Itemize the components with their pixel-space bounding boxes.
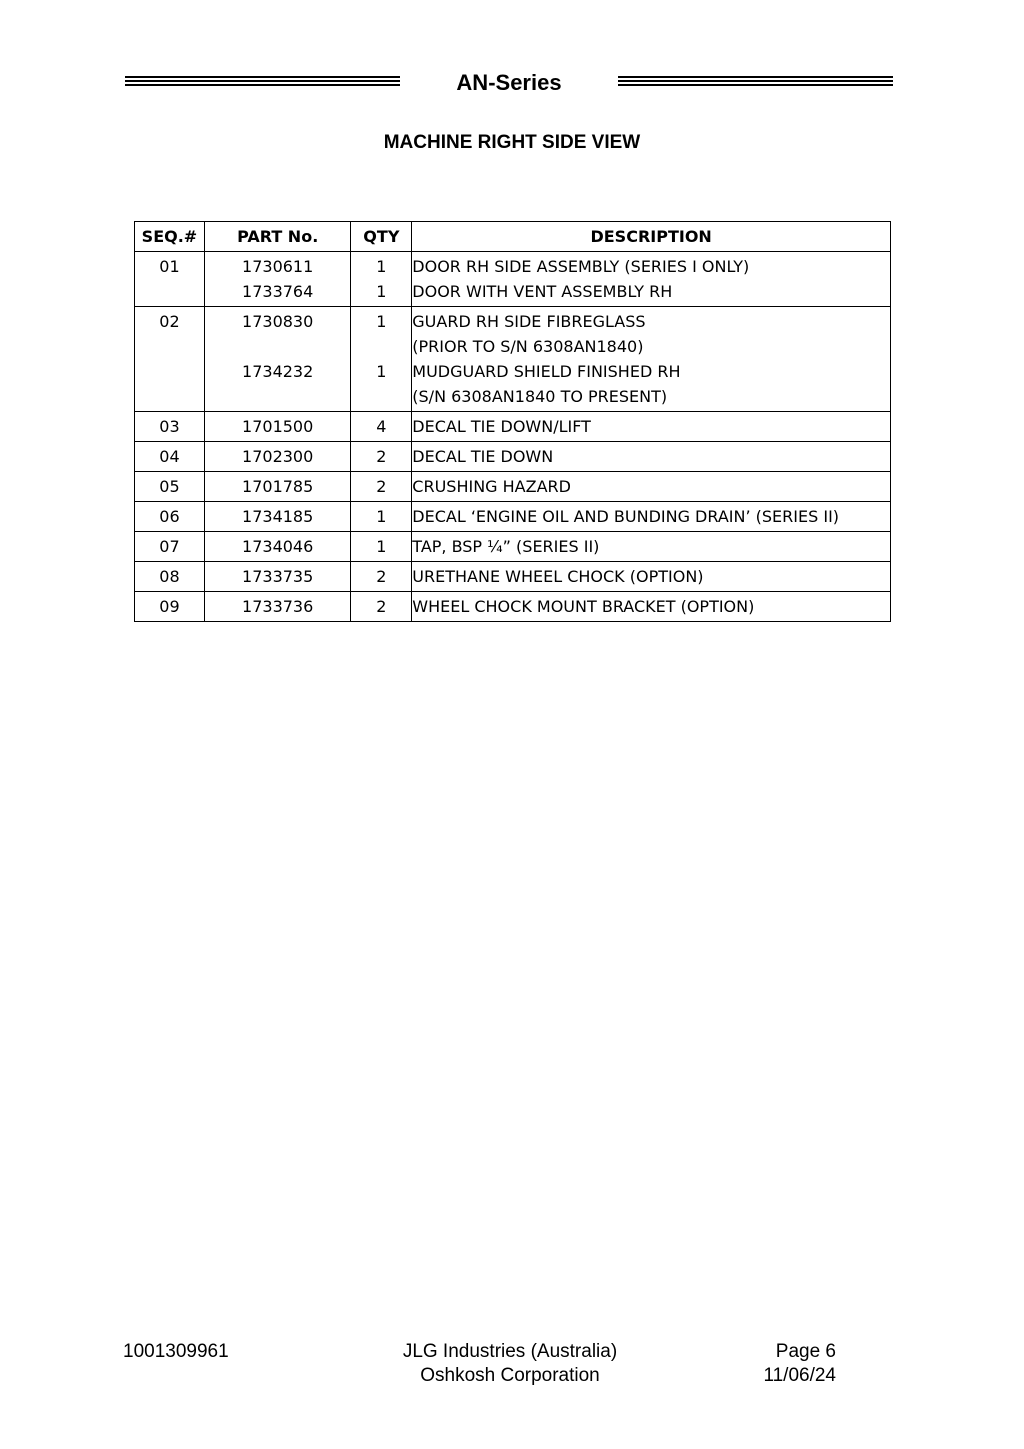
table-row [135, 532, 891, 562]
description-cell-line: WHEEL CHOCK MOUNT BRACKET (OPTION) [412, 597, 755, 616]
part-no-cell-line: 1734232 [242, 362, 314, 381]
qty-cell-line: 1 [376, 507, 387, 526]
seq-cell-line: 09 [159, 597, 180, 616]
seq-cell-line: 08 [159, 567, 180, 586]
footer-company [360, 1340, 660, 1388]
description-cell-line: DOOR RH SIDE ASSEMBLY (SERIES I ONLY) [412, 257, 750, 276]
description-cell-line: TAP, BSP ¼” (SERIES II) [412, 537, 600, 556]
footer-doc-number: 1001309961 [123, 1341, 229, 1362]
table-row [135, 442, 891, 472]
part-no-cell-line: 1730830 [242, 312, 314, 331]
qty-cell-line: 2 [376, 477, 387, 496]
seq-cell-line [135, 359, 204, 384]
description-cell [412, 307, 891, 412]
seq-cell [135, 502, 205, 532]
part-no-cell [204, 442, 351, 472]
table-row [135, 562, 891, 592]
qty-cell-line: 1 [376, 537, 387, 556]
description-cell-line: DECAL TIE DOWN/LIFT [412, 417, 591, 436]
qty-cell-line: 2 [376, 597, 387, 616]
part-no-cell-line: 1733735 [242, 567, 314, 586]
table-row [135, 307, 891, 412]
part-no-cell [204, 562, 351, 592]
description-cell-line: DECAL ‘ENGINE OIL AND BUNDING DRAIN’ (SERIES II) [412, 507, 840, 526]
qty-cell [351, 532, 412, 562]
qty-cell-line: 1 [376, 312, 387, 331]
seq-cell-line [135, 334, 204, 359]
page-header [125, 70, 893, 96]
qty-cell [351, 562, 412, 592]
part-no-cell [204, 502, 351, 532]
description-cell-line: URETHANE WHEEL CHOCK (OPTION) [412, 567, 704, 586]
seq-cell-line: 06 [159, 507, 180, 526]
description-cell [412, 502, 891, 532]
description-cell-line: CRUSHING HAZARD [412, 477, 571, 496]
seq-cell [135, 412, 205, 442]
table-row [135, 412, 891, 442]
seq-cell-line: 07 [159, 537, 180, 556]
header-seq: SEQ.# [135, 222, 205, 252]
part-no-cell [204, 532, 351, 562]
qty-cell [351, 472, 412, 502]
table-row [135, 252, 891, 307]
description-cell [412, 472, 891, 502]
part-no-cell-line: 1730611 [242, 257, 314, 276]
seq-cell-line [135, 279, 204, 304]
header-part-no: PART No. [204, 222, 351, 252]
seq-cell-line: 01 [159, 257, 180, 276]
table-row [135, 472, 891, 502]
section-title: MACHINE RIGHT SIDE VIEW [383, 132, 641, 153]
part-no-cell-line: 1734046 [242, 537, 314, 556]
seq-cell [135, 472, 205, 502]
seq-cell [135, 532, 205, 562]
footer-company-line2: Oshkosh Corporation [420, 1365, 600, 1386]
header-description: DESCRIPTION [412, 222, 891, 252]
description-cell-line: (S/N 6308AN1840 TO PRESENT) [412, 387, 668, 406]
description-cell-line: GUARD RH SIDE FIBREGLASS [412, 312, 646, 331]
qty-cell [351, 442, 412, 472]
table-header-row [135, 222, 891, 252]
part-no-cell [204, 252, 351, 307]
part-no-cell-line: 1701500 [242, 417, 314, 436]
description-cell [412, 412, 891, 442]
description-cell [412, 562, 891, 592]
series-title: AN-Series [456, 70, 562, 95]
description-cell [412, 532, 891, 562]
seq-cell-line: 03 [159, 417, 180, 436]
qty-cell-line: 1 [376, 362, 387, 381]
part-no-cell [204, 307, 351, 412]
header-qty: QTY [351, 222, 412, 252]
seq-cell-line: 04 [159, 447, 180, 466]
part-no-cell [204, 472, 351, 502]
table-row [135, 502, 891, 532]
qty-cell [351, 412, 412, 442]
part-no-cell-line: 1701785 [242, 477, 314, 496]
description-cell-line: MUDGUARD SHIELD FINISHED RH [412, 362, 681, 381]
qty-cell-line: 1 [376, 282, 387, 301]
qty-cell-line: 2 [376, 447, 387, 466]
parts-table [134, 221, 891, 622]
part-no-cell-line: 1702300 [242, 447, 314, 466]
parts-table-body [135, 252, 891, 622]
seq-cell [135, 442, 205, 472]
seq-cell [135, 307, 205, 412]
part-no-cell-line [205, 334, 351, 359]
seq-cell [135, 592, 205, 622]
part-no-cell-line [205, 384, 351, 409]
qty-cell-line: 4 [376, 417, 387, 436]
description-cell-line: (PRIOR TO S/N 6308AN1840) [412, 337, 644, 356]
qty-cell [351, 307, 412, 412]
seq-cell-line: 05 [159, 477, 180, 496]
seq-cell-line [135, 384, 204, 409]
footer-page-number: Page 6 [775, 1341, 836, 1362]
part-no-cell-line: 1733764 [242, 282, 314, 301]
footer-date: 11/06/24 [763, 1365, 836, 1386]
qty-cell [351, 502, 412, 532]
qty-cell [351, 252, 412, 307]
description-cell-line: DOOR WITH VENT ASSEMBLY RH [412, 282, 673, 301]
qty-cell-line: 1 [376, 257, 387, 276]
description-cell-line: DECAL TIE DOWN [412, 447, 554, 466]
part-no-cell [204, 412, 351, 442]
description-cell [412, 442, 891, 472]
footer-company-line1: JLG Industries (Australia) [402, 1341, 618, 1362]
qty-cell [351, 592, 412, 622]
footer-page-info [700, 1340, 836, 1388]
header-rule-right [618, 76, 893, 86]
seq-cell [135, 562, 205, 592]
qty-cell-line [351, 334, 411, 359]
part-no-cell-line: 1734185 [242, 507, 314, 526]
part-no-cell-line: 1733736 [242, 597, 314, 616]
qty-cell-line: 2 [376, 567, 387, 586]
seq-cell [135, 252, 205, 307]
seq-cell-line: 02 [159, 312, 180, 331]
description-cell [412, 592, 891, 622]
qty-cell-line [351, 384, 411, 409]
table-row [135, 592, 891, 622]
part-no-cell [204, 592, 351, 622]
description-cell [412, 252, 891, 307]
